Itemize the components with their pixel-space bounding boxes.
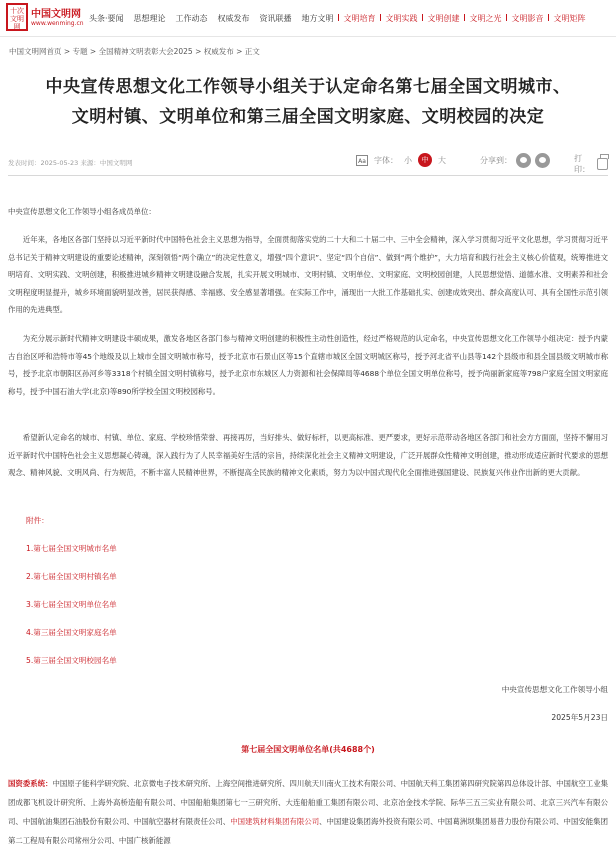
- font-large-button[interactable]: 大: [438, 155, 446, 165]
- share-bar: [480, 153, 550, 168]
- logo-badge: 十次文明网: [6, 3, 28, 31]
- print-label: 打印：: [574, 154, 590, 174]
- logo-url: www.wenming.cn: [31, 20, 84, 27]
- print-icon[interactable]: [597, 158, 608, 170]
- nav-item-8[interactable]: 文明实践: [381, 13, 423, 24]
- nav-item-4[interactable]: 权威发布: [217, 13, 250, 23]
- font-small-button[interactable]: 小: [404, 155, 412, 165]
- breadcrumb[interactable]: 中国文明网首页 > 专题 > 全国精神文明表彰大会2025 > 权威发布 > 正文: [9, 47, 260, 56]
- nav-item-7[interactable]: 文明培育: [339, 13, 381, 24]
- font-size-icon: Aa: [356, 155, 368, 166]
- paragraph-3: 希望新认定命名的城市、村镇、单位、家庭、学校珍惜荣誉、再接再厉，当好排头、做好标杆，以更高标准、更严要求，更好示范带动各地区各部门和社会方方面面，坚持不懈用习近平新时代中国特色社会主义思想凝心铸魂，深入践行为了人民幸福美好生活的宗旨，持续深化社会主义精神文明建设，广泛开展群众性精神文明创建，推动形成适应新时代要求的思想观念、精神风貌、文明风尚、行为规范，不断丰富人民精神世界，不断提高全民族的精神文化素质，努力为以中国式现代化全面推进强国建设、民族复兴伟业作出新的更大贡献。: [8, 433, 608, 477]
- organization-list: [8, 774, 608, 850]
- site-logo[interactable]: [6, 3, 84, 33]
- wechat-share-icon[interactable]: [516, 153, 531, 168]
- nav-item-2[interactable]: 思想理论: [133, 13, 166, 23]
- attachment-link-1[interactable]: 1.第七届全国文明城市名单: [26, 544, 117, 553]
- title-line-1: 中央宣传思想文化工作领导小组关于认定命名第七届全国文明城市、: [45, 77, 571, 97]
- weibo-share-icon[interactable]: [535, 153, 550, 168]
- font-size-label: 字体：: [374, 155, 398, 165]
- salutation: 中央宣传思想文化工作领导小组各成员单位：: [8, 207, 156, 216]
- nav-item-9[interactable]: 文明创建: [423, 13, 465, 24]
- main-nav: [84, 0, 591, 36]
- sign-date: 2025年5月23日: [551, 713, 608, 722]
- nav-item-5[interactable]: 资讯联播: [259, 13, 292, 23]
- orgs-category-label: 国资委系统：: [8, 779, 53, 788]
- publish-info: 发表时间：2025-05-23 来源：中国文明网: [8, 159, 133, 167]
- attachment-link-5[interactable]: 5.第三届全国文明校园名单: [26, 656, 117, 665]
- signer: 中央宣传思想文化工作领导小组: [501, 685, 608, 694]
- nav-item-6[interactable]: 地方文明: [301, 13, 334, 23]
- font-size-control: [356, 153, 446, 167]
- orgs-text-2: 、中国建设集团海外投资有限公司、中国葛洲坝集团易普力股份有限公司、中国安能集团第二工程局有限公司常州分公司、中国广核新能源: [8, 817, 608, 845]
- article-title: [20, 72, 596, 132]
- orgs-text-1: 中国原子能科学研究院、北京微电子技术研究所、上海空间推进研究所、四川航天川南火工技术有限公司、中国航天科工集团第四研究院第四总体设计部、中国航空工业集团成都飞机设计研究所、上海外高桥造船有限公司、中国船舶集团第七一三研究所、大连船舶重工集团有限公司、北京冶金技术学院、际华三五三实业有限公司、北京三兴汽车有限公司、中国航油集团石油股份有限公司、中国航空器材有限责任公司、: [8, 779, 608, 826]
- share-label: 分享到：: [480, 156, 512, 165]
- attachment-link-2[interactable]: 2.第七届全国文明村镇名单: [26, 572, 117, 581]
- list-title: 第七届全国文明单位名单(共4688个): [241, 745, 375, 754]
- top-navigation-bar: [0, 0, 616, 37]
- nav-item-10[interactable]: 文明之光: [465, 13, 507, 24]
- paragraph-1: 近年来，各地区各部门坚持以习近平新时代中国特色社会主义思想为指导，全面贯彻落实党的二十大和二十届二中、三中全会精神，深入学习贯彻习近平文化思想，学习贯彻习近平总书记关于精神文明建设的重要论述精神，深刻领悟“两个确立”的决定性意义，增强“四个意识”、坚定“四个自信”、做到“两个维护”，大力培育和践行社会主义核心价值观，统筹推进文明培育、文明实践、文明创建，积极推进城乡精神文明建设融合发展，扎实开展文明城市、文明村镇、文明单位、文明家庭、文明校园创建，人民思想觉悟、道德水准、文明素养和社会文明程度明显提升，城乡环境面貌明显改善，居民获得感、幸福感、安全感显著增强。在实际工作中，涌现出一大批工作基础扎实、创建成效突出、群众高度认可、具有全国性示范引领作用的先进典型。: [8, 235, 608, 314]
- logo-name: 中国文明网: [31, 9, 81, 20]
- nav-item-12[interactable]: 文明矩阵: [549, 13, 591, 24]
- attachments-label: 附件：: [26, 516, 49, 525]
- print-control: [574, 153, 608, 175]
- article-meta-bar: [8, 145, 608, 176]
- font-medium-button[interactable]: 中: [418, 153, 432, 167]
- attachment-link-3[interactable]: 3.第七届全国文明单位名单: [26, 600, 117, 609]
- title-line-2: 文明村镇、文明单位和第三届全国文明家庭、文明校园的决定: [71, 107, 545, 127]
- nav-item-11[interactable]: 文明影音: [507, 13, 549, 24]
- attachment-link-4[interactable]: 4.第三届全国文明家庭名单: [26, 628, 117, 637]
- orgs-highlight: 中国建筑材料集团有限公司: [230, 817, 320, 826]
- nav-item-3[interactable]: 工作动态: [175, 13, 208, 23]
- nav-item-1[interactable]: 头条·要闻: [89, 13, 124, 23]
- paragraph-2: 为充分展示新时代精神文明建设丰硕成果，激发各地区各部门参与精神文明创建的积极性主动性创造性，经过严格规范的认定命名，中央宣传思想文化工作领导小组决定：授予内蒙古自治区呼和浩特市等45个地级及以上城市全国文明城市称号，授予北京市石景山区等15个直辖市城区全国文明城区称号，授予河北省平山县等142个县级市和县全国县级文明城市称号，授予北京市朝阳区孙河乡等3318个村镇全国文明村镇称号，授予北京市东城区人力资源和社会保障局等4688个单位全国文明单位称号，授予尚丽新家庭等798户家庭全国文明家庭称号，授予中国石油大学(北京)等890所学校全国文明校园称号。: [8, 334, 608, 396]
